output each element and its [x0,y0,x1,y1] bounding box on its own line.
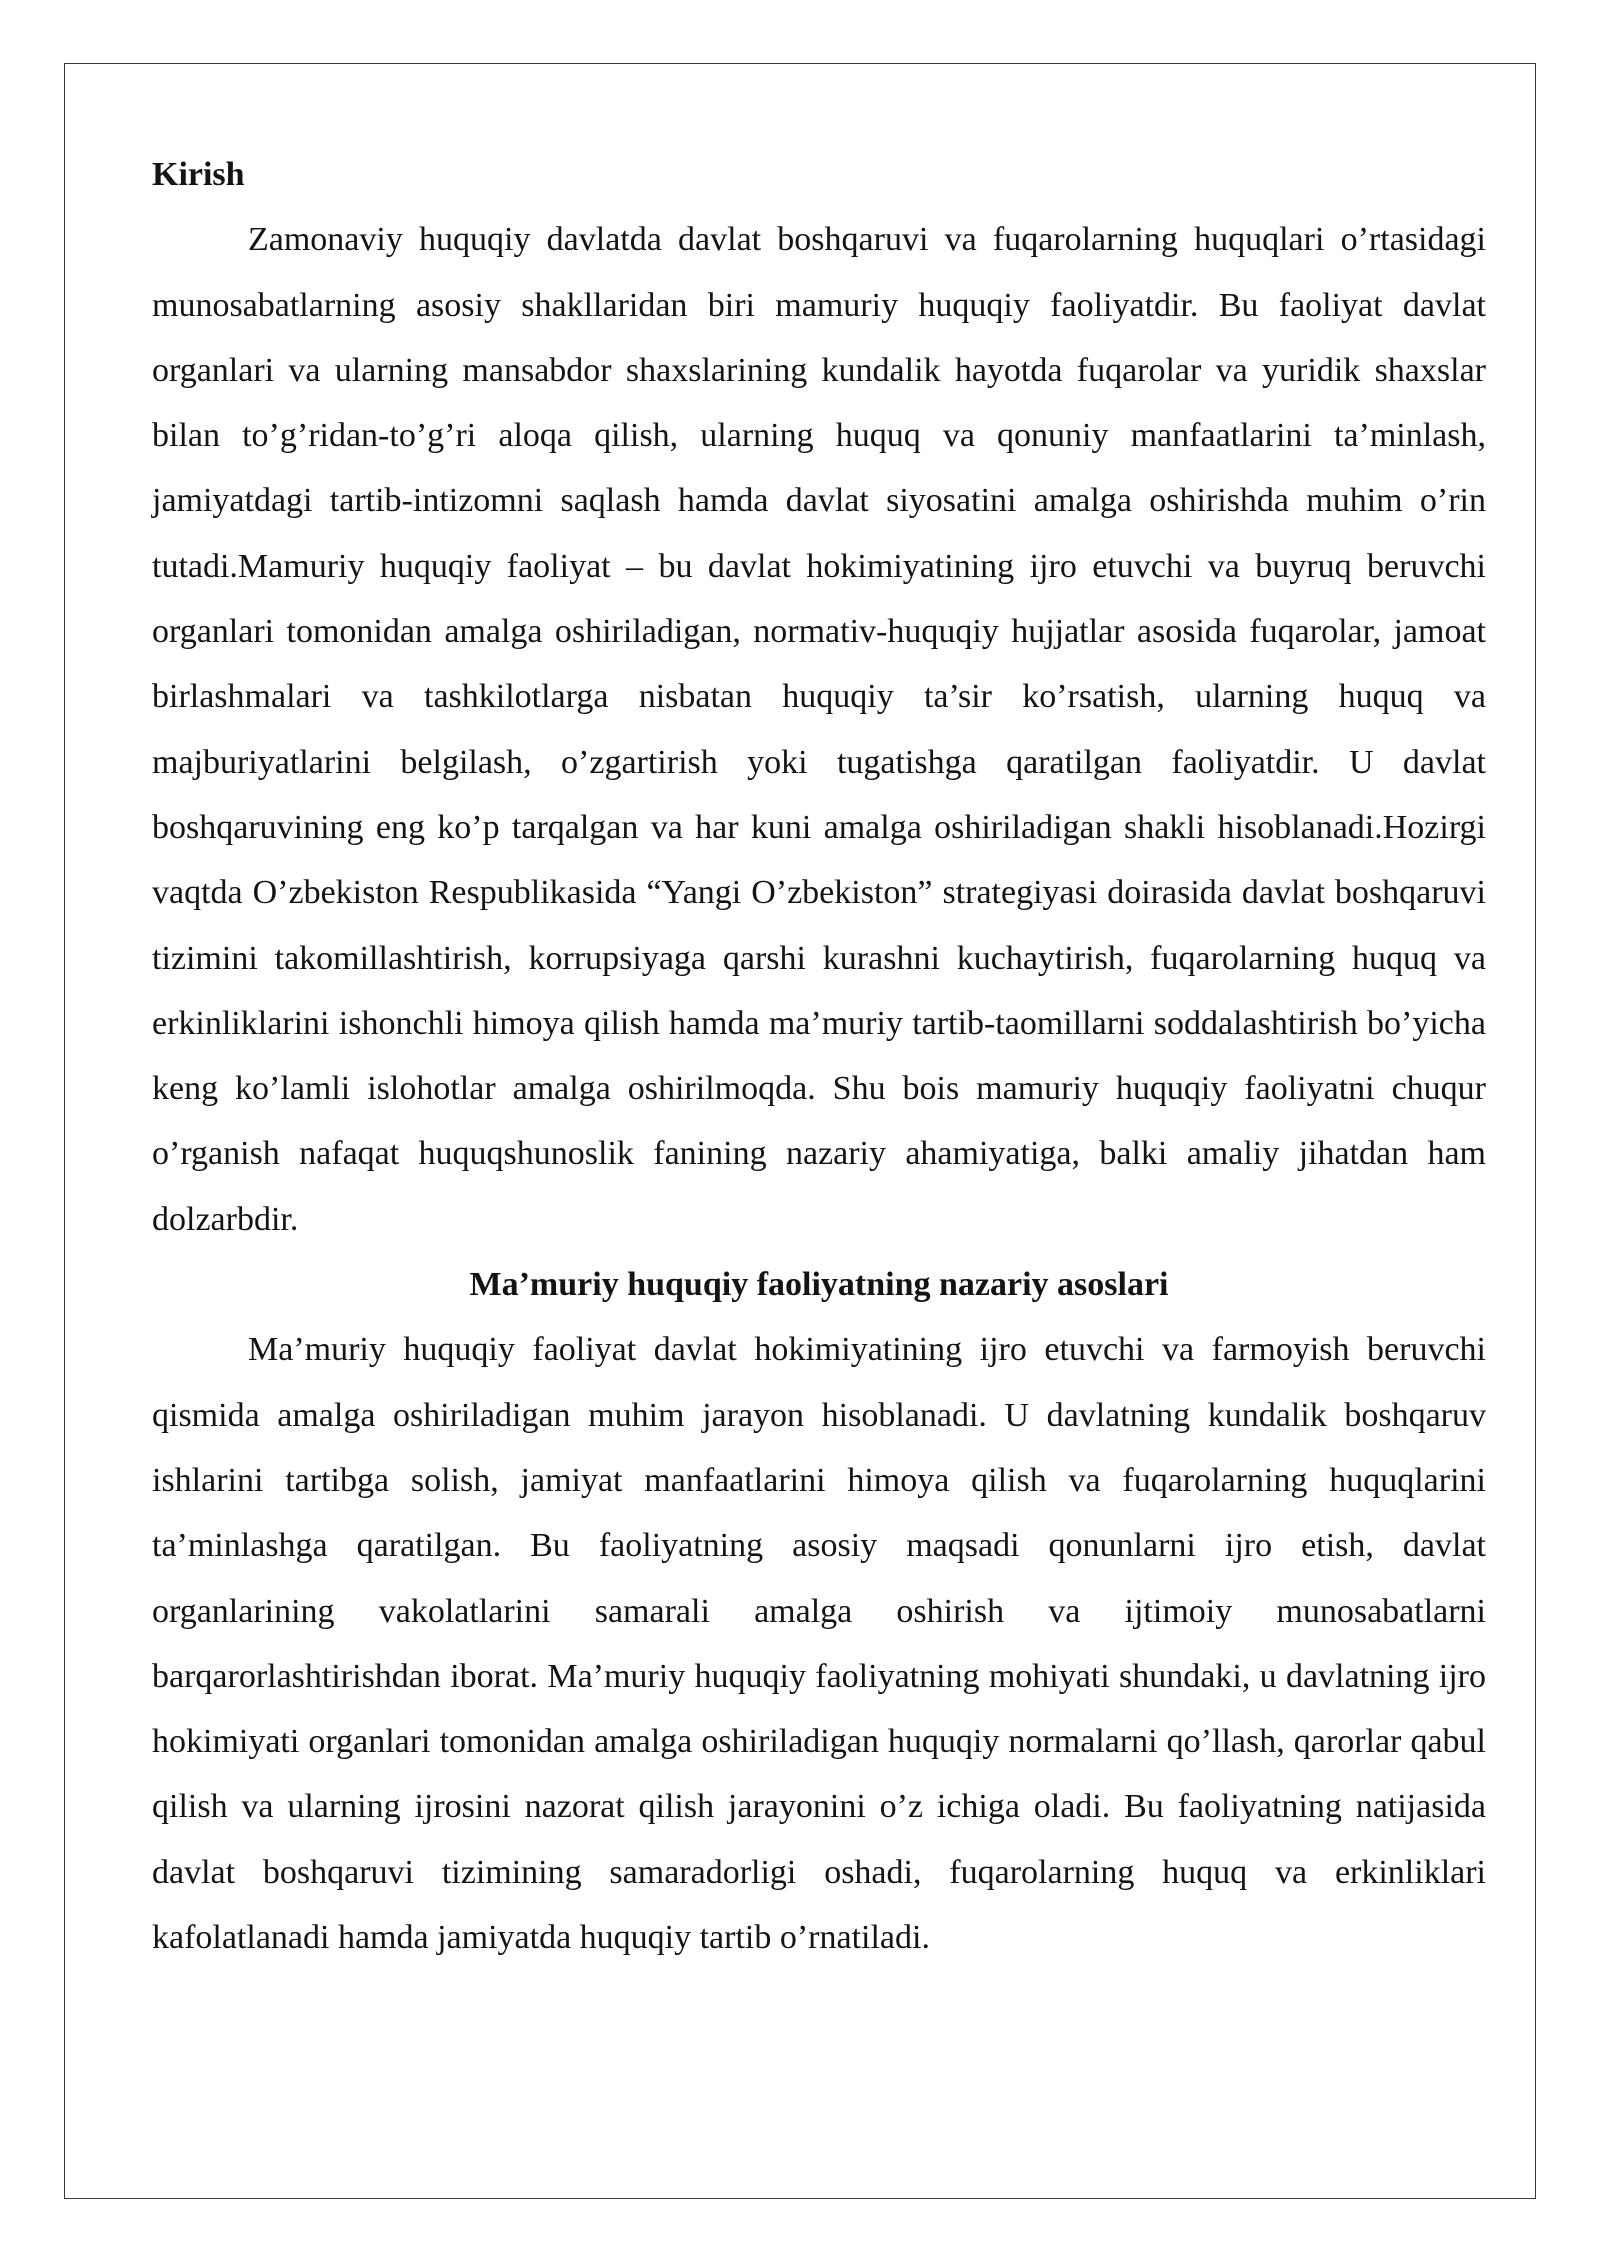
paragraph-introduction: Zamonaviy huquqiy davlatda davlat boshqaruvi va fuqarolarning huquqlari o’rtasidagi munosabatlarning asosiy shakllaridan biri mamuriy huquqiy faoliyatdir. Bu faoliyat davlat organlari va ularning mansabdor shaxslarining kundalik hayotda fuqarolar va yuridik shaxslar bilan to’g’ridan-to’g’ri aloqa qilish, ularning huquq va qonuniy manfaatlarini ta’minlash, jamiyatdagi tartib-intizomni saqlash hamda davlat siyosatini amalga oshirishda muhim o’rin tutadi.Mamuriy huquqiy faoliyat – bu davlat hokimiyatining ijro etuvchi va buyruq beruvchi organlari tomonidan amalga oshiriladigan, normativ-huquqiy hujjatlar asosida fuqarolar, jamoat birlashmalari va tashkilotlarga nisbatan huquqiy ta’sir ko’rsatish, ularning huquq va majburiyatlarini belgilash, o’zgartirish yoki tugatishga qaratilgan faoliyatdir. U davlat boshqaruvining eng ko’p tarqalgan va har kuni amalga oshiriladigan shakli hisoblanadi.Hozirgi vaqtda O’zbekiston Respublikasida “Yangi O’zbekiston” strategiyasi doirasida davlat boshqaruvi tizimini takomillashtirish, korrupsiyaga qarshi kurashni kuchaytirish, fuqarolarning huquq va erkinliklarini ishonchli himoya qilish hamda ma’muriy tartib-taomillarni soddalashtirish bo’yicha keng ko’lamli islohotlar amalga oshirilmoqda. Shu bois mamuriy huquqiy faoliyatni chuqur o’rganish nafaqat huquqshunoslik fanining nazariy ahamiyatiga, balki amaliy jihatdan ham dolzarbdir. [152,221,1486,1238]
paragraph-theory: Ma’muriy huquqiy faoliyat davlat hokimiyatining ijro etuvchi va farmoyish beruvchi qismida amalga oshiriladigan muhim jarayon hisoblanadi. U davlatning kundalik boshqaruv ishlarini tartibga solish, jamiyat manfaatlarini himoya qilish va fuqarolarning huquqlarini ta’minlashga qaratilgan. Bu faoliyatning asosiy maqsadi qonunlarni ijro etish, davlat organlarining vakolatlarini samarali amalga oshirish va ijtimoiy munosabatlarni barqarorlashtirishdan iborat. Ma’muriy huquqiy faoliyatning mohiyati shundaki, u davlatning ijro hokimiyati organlari tomonidan amalga oshiriladigan huquqiy normalarni qo’llash, qarorlar qabul qilish va ularning ijrosini nazorat qilish jarayonini o’z ichiga oladi. Bu faoliyatning natijasida davlat boshqaruvi tizimining samaradorligi oshadi, fuqarolarning huquq va erkinliklari kafolatlanadi hamda jamiyatda huquqiy tartib o’rnatiladi. [152,1331,1486,1957]
section-heading-kirish: Kirish [152,156,245,193]
document-body [152,142,1486,1970]
section-heading-theory: Ma’muriy huquqiy faoliyatning nazariy asoslari [469,1266,1169,1304]
